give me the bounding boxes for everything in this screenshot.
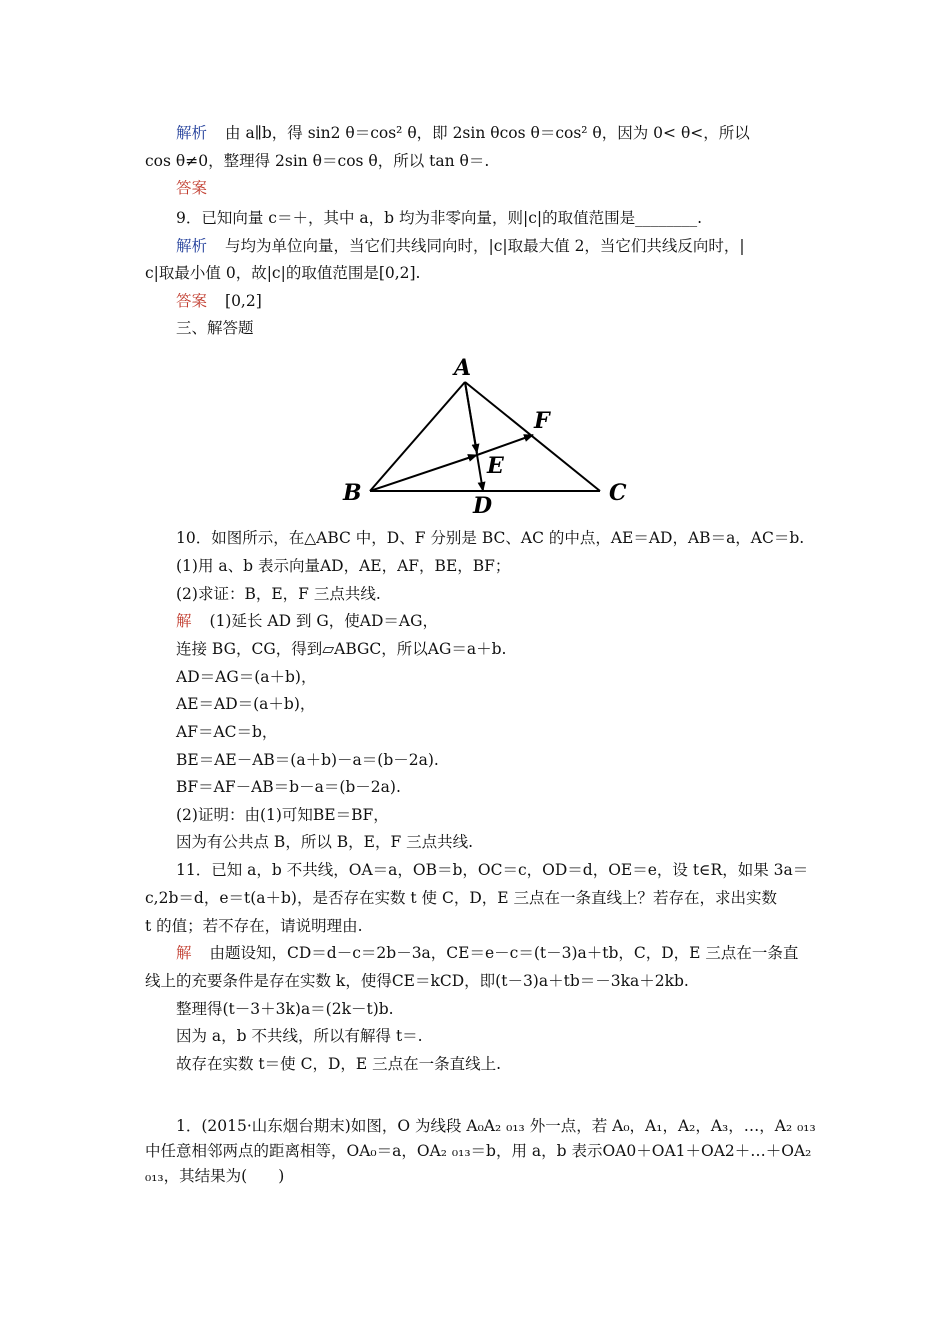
line-22 [145, 887, 810, 909]
line-24 [176, 942, 841, 964]
line-7 [176, 290, 841, 312]
line-20 [176, 831, 841, 853]
line-text: ₀₁₃，其结果为( ) [145, 1167, 285, 1185]
line-26 [176, 998, 841, 1020]
line-29 [176, 1115, 841, 1137]
section-heading: 三、解答题 [176, 319, 254, 337]
line-28 [176, 1053, 841, 1075]
line-10 [176, 555, 841, 577]
label-D: D [473, 493, 493, 519]
line-text: t 的值；若不存在，请说明理由. [145, 917, 363, 935]
line-21 [176, 859, 841, 881]
line-9 [176, 527, 841, 549]
line-text: BF＝AF－AB＝b－a＝(b－2a). [176, 778, 401, 796]
line-text: 线上的充要条件是存在实数 k，使得CE＝kCD，即(t－3)a＋tb＝－3ka＋2kb. [145, 972, 689, 990]
line-text: 与均为单位向量，当它们共线同向时，|c|取最大值 2，当它们共线反向时，| [225, 237, 745, 255]
line-text: AF＝AC＝b， [176, 723, 278, 741]
line-12 [176, 610, 841, 632]
line-text: BE＝AE－AB＝(a＋b)－a＝(b－2a). [176, 751, 439, 769]
line-text: 因为有公共点 B，所以 B，E，F 三点共线. [176, 833, 474, 851]
line-25 [145, 970, 810, 992]
line-1 [176, 122, 841, 144]
label-analysis: 解析 [176, 124, 208, 142]
line-text: 由 a∥b，得 sin2 θ＝cos² θ，即 2sin θcos θ＝cos² θ，因为 0< θ<，所以 [225, 124, 750, 142]
line-text: c|取最小值 0，故|c|的取值范围是[0,2]. [145, 264, 421, 282]
label-solution: 解 [176, 612, 192, 630]
line-23 [145, 915, 810, 937]
vector-AE [465, 382, 477, 453]
line-text: 中任意相邻两点的距离相等，OA₀＝a，OA₂ ₀₁₃＝b，用 a，b 表示OA0＋OA1＋OA2＋…＋OA₂ [145, 1142, 812, 1160]
line-text: 因为 a，b 不共线，所以有解得 t＝. [176, 1027, 423, 1045]
triangle-figure [335, 355, 635, 520]
label-F: F [534, 408, 550, 434]
line-text: 10．如图所示，在△ABC 中，D、F 分别是 BC、AC 的中点，AE＝AD，AB＝a，AC＝b. [176, 529, 805, 547]
line-text: 整理得(t－3＋3k)a＝(2k－t)b. [176, 1000, 394, 1018]
line-text: AD＝AG＝(a＋b)， [176, 668, 317, 686]
line-18 [176, 776, 841, 798]
line-16 [176, 721, 841, 743]
line-text: AE＝AD＝(a＋b)， [176, 695, 316, 713]
line-8 [176, 317, 841, 339]
line-4 [176, 207, 841, 229]
line-19 [176, 804, 841, 826]
label-answer: 答案 [176, 292, 208, 310]
line-text: c,2b＝d，e＝t(a＋b)，是否存在实数 t 使 C，D，E 三点在一条直线上？若存在，求出实数 [145, 889, 778, 907]
label-A: A [454, 355, 472, 381]
line-31 [145, 1165, 810, 1187]
line-14 [176, 666, 841, 688]
line-6 [145, 262, 810, 284]
label-answer: 答案 [176, 179, 208, 197]
line-text: 9．已知向量 c＝＋，其中 a，b 均为非零向量，则|c|的取值范围是________. [176, 209, 703, 227]
line-text: 1．(2015·山东烟台期末)如图，O 为线段 A₀A₂ ₀₁₃ 外一点，若 A₀，A₁，A₂，A₃，…，A₂ ₀₁₃ [176, 1117, 816, 1135]
label-solution: 解 [176, 944, 192, 962]
line-17 [176, 749, 841, 771]
line-30 [145, 1140, 810, 1162]
line-5 [176, 235, 841, 257]
label-E: E [487, 453, 504, 479]
line-15 [176, 693, 841, 715]
line-text: (1)用 a、b 表示向量AD，AE，AF，BE，BF； [176, 557, 511, 575]
line-text: 连接 BG，CG，得到▱ABGC，所以AG＝a＋b. [176, 640, 507, 658]
line-text: [0,2] [225, 292, 262, 310]
line-text: 由题设知，CD＝d－c＝2b－3a，CE＝e－c＝(t－3)a＋tb，C，D，E 三点在一条直 [209, 944, 799, 962]
line-3 [176, 177, 841, 199]
label-analysis: 解析 [176, 237, 208, 255]
line-text: 11．已知 a，b 不共线，OA＝a，OB＝b，OC＝c，OD＝d，OE＝e，设 t∈R，如果 3a＝ [176, 861, 809, 879]
line-2 [145, 150, 810, 172]
line-text: (1)延长 AD 到 G，使AD＝AG， [209, 612, 438, 630]
line-27 [176, 1025, 841, 1047]
line-text: 故存在实数 t＝使 C，D，E 三点在一条直线上. [176, 1055, 502, 1073]
label-B: B [343, 480, 362, 506]
edge-AC [465, 382, 600, 491]
line-text: (2)证明：由(1)可知BE＝BF， [176, 806, 389, 824]
line-11 [176, 583, 841, 605]
label-C: C [609, 480, 627, 506]
line-13 [176, 638, 841, 660]
line-text: cos θ≠0，整理得 2sin θ＝cos θ，所以 tan θ＝. [145, 152, 490, 170]
vector-EF [477, 435, 533, 455]
line-text: (2)求证：B，E，F 三点共线. [176, 585, 381, 603]
